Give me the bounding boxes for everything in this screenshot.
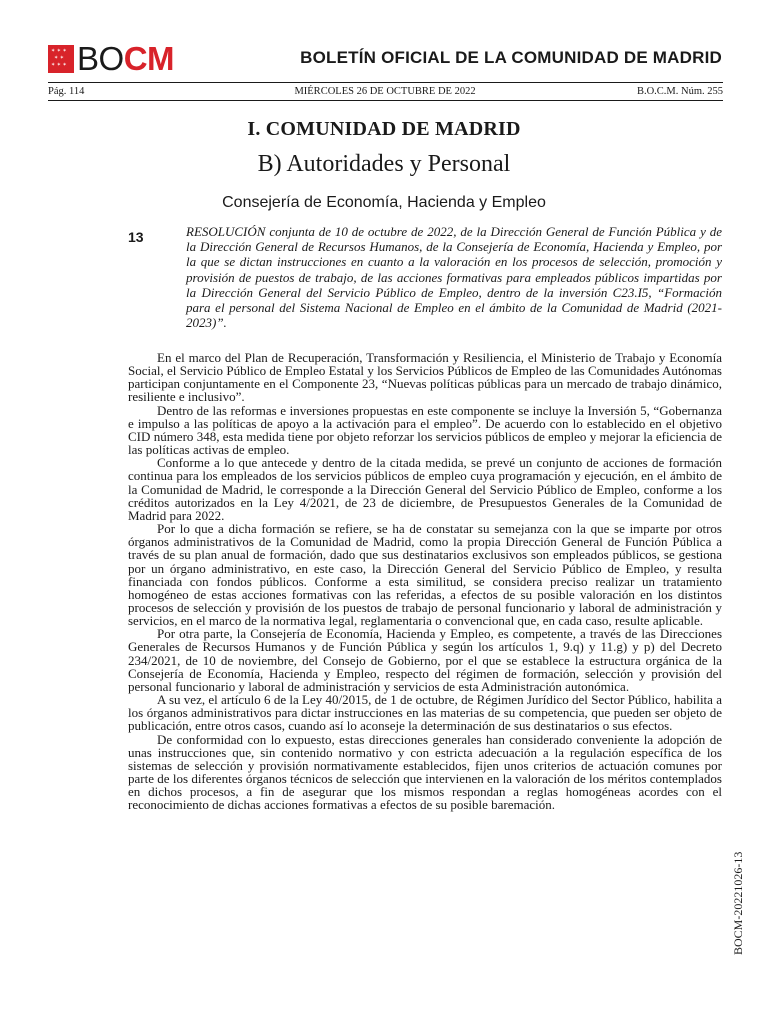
paragraph: Por lo que a dicha formación se refiere, se ha de constatar su semejanza con la que se imparte por otros órganos administrativos de la Comunidad de Madrid, como la propia Dirección General de Función Pública a través de su plan anual de formación, dado que sus destinatarios exclusivos son empleados públicos, se gestiona por un órgano administrativo, en este caso, la Dirección General del Servicio Público de Empleo, y resulta financiada con fondos públicos. Conforme a esta similitud, se considera preciso realizar un tratamiento homogéneo de estas acciones formativas con las referidas, a efectos de su posible valoración en los distintos procesos de selección y provisión de los puestos de trabajo de personal funcionario y laboral de administración y servicios, en el marco de la normativa legal, reglamentaria o convencional que, en cada caso, resulte aplicable. (128, 521, 722, 629)
logo-text-cm: CM (123, 40, 175, 77)
section-title: I. COMUNIDAD DE MADRID (247, 118, 521, 140)
department-name: Consejería de Economía, Hacienda y Empleo (222, 194, 546, 211)
body-text (128, 351, 722, 811)
header-rule-bottom (48, 100, 723, 101)
page-number: Pág. 114 (48, 86, 85, 97)
paragraph: En el marco del Plan de Recuperación, Transformación y Resiliencia, el Ministerio de Trabajo y Economía Social, el Servicio Público de Empleo Estatal y los Servicios Públicos de Empleo de las Comunidades Autónomas participan conjuntamente en el Componente 23, “Nuevas políticas públicas para un mercado de trabajo dinámico, resiliente e inclusivo”. (128, 350, 722, 405)
paragraph: Conforme a lo que antecede y dentro de la citada medida, se prevé un conjunto de acciones de formación continua para los empleados de los servicios públicos de empleo cuya programación y ejecución, en el ámbito de la Comunidad de Madrid, le corresponde a la Dirección General del Servicio Público de Empleo, conforme a los créditos autorizados en la Ley 4/2021, de 23 de diciembre, de Presupuestos Generales de la Comunidad de Madrid para 2022. (128, 455, 722, 523)
paragraph: A su vez, el artículo 6 de la Ley 40/2015, de 1 de octubre, de Régimen Jurídico del Sector Público, habilita a los órganos administrativos para dictar instrucciones en las materias de su competencia, que pueden ser objeto de publicación, entre otros casos, cuando así lo aconseje la determinación de sus destinatarios o sus efectos. (128, 692, 722, 734)
bocm-logo (48, 42, 174, 76)
madrid-stars-icon: ✶ ✶ ✶ ✶ ✶ ✶ ✶ ✶ (48, 45, 74, 73)
bulletin-title: BOLETÍN OFICIAL DE LA COMUNIDAD DE MADRID (300, 48, 722, 67)
publication-date: MIÉRCOLES 26 DE OCTUBRE DE 2022 (294, 86, 476, 97)
section-subtitle: B) Autoridades y Personal (257, 151, 511, 177)
paragraph: Dentro de las reformas e inversiones propuestas en este componente se incluye la Inversión 5, “Gobernanza e impulso a las políticas de apoyo a la activación para el empleo”. De acuerdo con lo establecido en el objetivo CID número 348, esta medida tiene por objeto reforzar los servicios públicos de empleo y mejorar la eficiencia de las políticas activas de empleo. (128, 402, 722, 458)
logo-text-bo: BO (77, 40, 124, 77)
issue-number: B.O.C.M. Núm. 255 (636, 86, 723, 97)
logo-text (77, 42, 174, 76)
document-side-code: BOCM-20221026-13 (731, 851, 745, 955)
paragraph: Por otra parte, la Consejería de Economía, Hacienda y Empleo, es competente, a través de las Direcciones Generales de Recursos Humanos y de Función Pública y según los artículos 1, 9.q) y 11.g) y p) del Decreto 234/2021, de 10 de noviembre, del Consejo de Gobierno, por el que se establece la estructura orgánica de la Consejería de Economía, Hacienda y Empleo, respecto del régimen de formación, selección y provisión del personal funcionario y laboral de administración y servicios de esta Administración autonómica. (128, 626, 722, 694)
paragraph: De conformidad con lo expuesto, estas direcciones generales han considerado conveniente la adopción de unas instrucciones que, sin contenido normativo y con estricta adecuación a la regulación específica de los sistemas de selección y provisión normativamente establecidos, fijen unos criterios de actuación comunes por parte de los diferentes órganos técnicos de selección que intervienen en la valoración de los méritos contemplados en dichos procesos, a fin de asegurar que los mismos respondan a reglas homogéneas acordes con el reconocimiento de dichas acciones formativas a efectos de su posible baremación. (128, 731, 722, 813)
header-rule-top (48, 82, 723, 83)
resolution-title: RESOLUCIÓN conjunta de 10 de octubre de 2022, de la Dirección General de Función Pública y de la Dirección General de Recursos Humanos, de la Consejería de Economía, Hacienda y Empleo, por la que se dictan instrucciones en cuanto a la valoración en los procesos de selección, promoción y provisión de puestos de trabajo, de las acciones formativas para empleados públicos impartidas por la Dirección General del Servicio Público de Empleo, dentro de la inversión C23.I5, “Formación para el personal del Sistema Nacional de Empleo en el ámbito de la Comunidad de Madrid (2021-2023)”. (186, 224, 722, 331)
entry-number: 13 (128, 229, 144, 245)
